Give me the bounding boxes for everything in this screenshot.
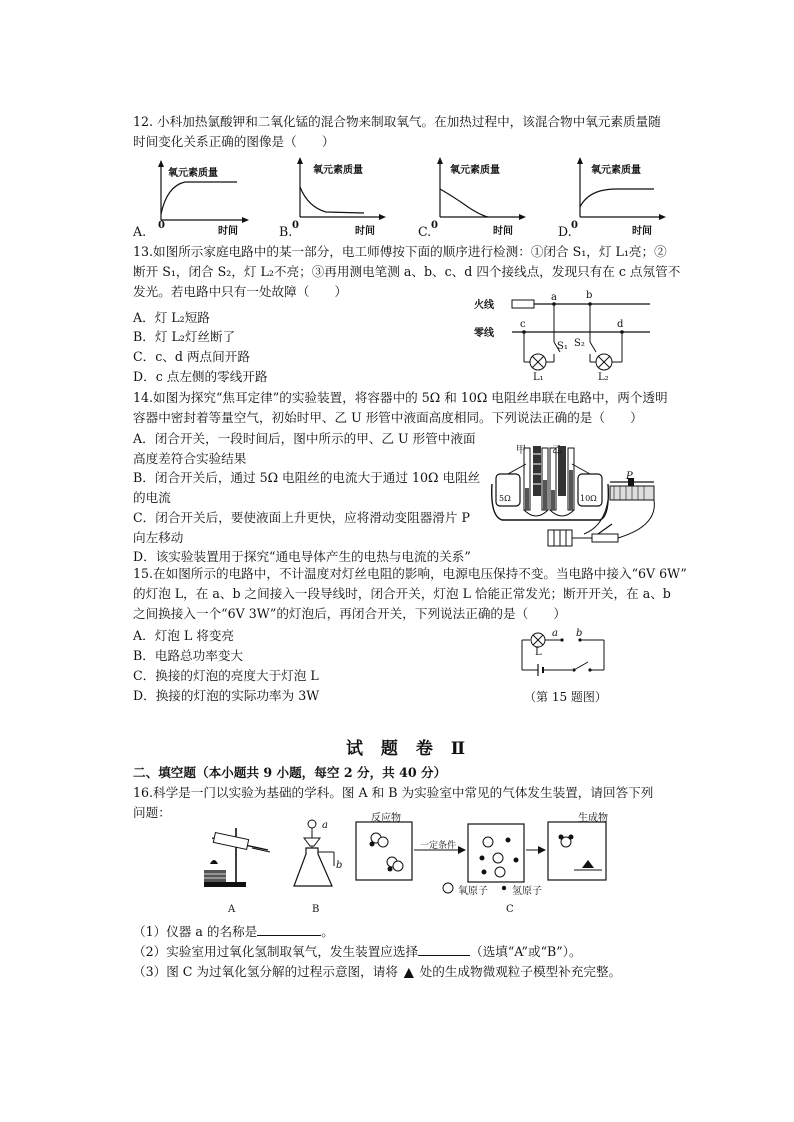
q12-b-ylabel: 氧元素质量 bbox=[313, 165, 363, 176]
q14-joule-apparatus-figure bbox=[488, 440, 660, 552]
q15-option-c: C．换接的灯泡的亮度大于灯泡 L bbox=[133, 668, 319, 683]
q14-option-b-1: B．闭合开关后，通过 5Ω 电阻丝的电流大于通过 10Ω 电阻丝 bbox=[133, 470, 481, 485]
q14-line2: 容器中密封着等量空气，初始时甲、乙 U 形管中液面高度相同。下列说法正确的是（ ） bbox=[133, 410, 643, 425]
q14-slider-p-label: P bbox=[626, 471, 633, 482]
q16-sub2-suffix: （选填“A”或“B”）。 bbox=[470, 944, 582, 959]
q12-line2: 时间变化关系正确的图像是（ ） bbox=[133, 134, 335, 149]
q14-r2-label: 10Ω bbox=[580, 494, 597, 503]
q15-figure-caption: （第 15 题图） bbox=[524, 690, 607, 704]
q15-point-b: b bbox=[576, 628, 583, 639]
q15-option-d: D．换接的灯泡的实际功率为 3W bbox=[133, 688, 320, 703]
q12-c-option: C. bbox=[418, 224, 432, 239]
q13-option-c: C．c、d 两点间开路 bbox=[133, 349, 250, 364]
q14-option-a-1: A．闭合开关，一段时间后，图中所示的甲、乙 U 形管中液面 bbox=[133, 431, 476, 446]
q12-a-origin: 0 bbox=[158, 220, 165, 231]
q14-apparatus-svg bbox=[488, 440, 660, 552]
q16-fig-c-label: C bbox=[506, 904, 514, 915]
section-title: 试 题 卷 Ⅱ bbox=[346, 739, 472, 759]
q15-circuit-figure bbox=[516, 626, 616, 682]
q13-option-b: B．灯 L₂灯丝断了 bbox=[133, 329, 236, 344]
q13-circuit-figure bbox=[472, 292, 652, 384]
q16-line2: 问题： bbox=[133, 805, 171, 820]
q16-fig-a-label: A bbox=[228, 904, 236, 915]
q14-option-c-1: C．闭合开关后，要使液面上升更快，应将滑动变阻器滑片 P bbox=[133, 510, 470, 525]
q16-sub3-triangle-mark: ▲ bbox=[403, 964, 414, 979]
q14-jia-label: 甲 bbox=[516, 445, 526, 456]
q13-option-a: A．灯 L₂短路 bbox=[133, 310, 210, 325]
q16-sub2-answer-blank[interactable] bbox=[418, 945, 470, 956]
q16-sub3-suffix: 处的生成物微观粒子模型补充完整。 bbox=[419, 964, 622, 979]
q14-option-b-2: 的电流 bbox=[133, 490, 171, 505]
q15-option-a: A．灯泡 L 将变亮 bbox=[133, 628, 235, 643]
q13-neutral-label: 零线 bbox=[474, 328, 494, 339]
q15-circuit-svg bbox=[516, 626, 616, 682]
q16-sub2-prefix: （2）实验室用过氧化氢制取氧气，发生装置应选择 bbox=[133, 944, 419, 959]
q14-yi-label: 乙 bbox=[552, 445, 562, 456]
q16-sub1 bbox=[133, 924, 334, 940]
q12-c-xlabel: 时间 bbox=[493, 226, 513, 237]
q16-fig-b-label: B bbox=[312, 904, 320, 915]
q12-c-origin: 0 bbox=[431, 220, 438, 231]
q12-b-xlabel: 时间 bbox=[355, 226, 375, 237]
q12-d-xlabel: 时间 bbox=[632, 226, 652, 237]
q12-a-option: A. bbox=[133, 224, 147, 239]
q12-line1: 12. 小科加热氯酸钾和二氧化锰的混合物来制取氧气。在加热过程中，该混合物中氧元素质量随 bbox=[133, 114, 661, 129]
q13-l1-label: L₁ bbox=[533, 372, 544, 383]
q12-a-ylabel: 氧元素质量 bbox=[168, 168, 218, 179]
q12-b-option: B. bbox=[279, 224, 293, 239]
q16-apparatus-a-figure bbox=[196, 820, 276, 890]
q14-option-d: D．该实验装置用于探究“通电导体产生的电热与电流的关系” bbox=[133, 549, 471, 564]
q13-l2-label: L₂ bbox=[598, 372, 609, 383]
q16-line1: 16.科学是一门以实验为基础的学科。图 A 和 B 为实验室中常见的气体发生装置，请回答下列 bbox=[133, 785, 654, 800]
q13-point-b: b bbox=[586, 290, 593, 301]
q16-legend-oxygen: 氧原子 bbox=[458, 886, 488, 897]
q16-apparatus-a-svg bbox=[196, 820, 276, 890]
q15-point-a: a bbox=[552, 628, 558, 639]
q13-line1: 13.如图所示家庭电路中的某一部分，电工师傅按下面的顺序进行检测：①闭合 S₁，灯 L₁亮；② bbox=[133, 244, 667, 259]
q14-r1-label: 5Ω bbox=[499, 494, 511, 503]
q13-point-c: c bbox=[520, 319, 526, 330]
q13-option-d: D．c 点左侧的零线开路 bbox=[133, 369, 268, 384]
q14-line1: 14.如图为探究“焦耳定律”的实验装置，将容器中的 5Ω 和 10Ω 电阻丝串联在电路中，两个透明 bbox=[133, 390, 668, 405]
q15-lamp-label: L bbox=[535, 647, 542, 658]
q13-point-a: a bbox=[551, 292, 557, 303]
q12-a-xlabel: 时间 bbox=[218, 226, 238, 237]
q16-sub1-answer-blank[interactable] bbox=[257, 925, 321, 936]
q16-legend-hydrogen: 氢原子 bbox=[512, 886, 542, 897]
q13-s1-label: S₁ bbox=[557, 341, 568, 352]
q13-line2: 断开 S₁，闭合 S₂，灯 L₂不亮；③再用测电笔测 a、b、c、d 四个接线点，发现只有在 c 点氖管不 bbox=[133, 264, 681, 279]
q12-d-ylabel: 氧元素质量 bbox=[591, 165, 641, 176]
q15-line3: 之间换接入一个“6V 3W”的灯泡后，再闭合开关，下列说法正确的是（ ） bbox=[133, 606, 566, 621]
q13-line3: 发光。若电路中只有一处故障（ ） bbox=[133, 284, 348, 299]
q12-d-option: D. bbox=[558, 224, 572, 239]
q14-option-a-2: 高度差符合实验结果 bbox=[133, 451, 247, 466]
q15-line2: 的灯泡 L，在 a、b 之间接入一段导线时，闭合开关，灯泡 L 恰能正常发光；断开开关，在 a、b bbox=[133, 586, 671, 601]
q12-b-origin: 0 bbox=[292, 220, 299, 231]
q16-condition-label: 一定条件 bbox=[420, 841, 457, 851]
q16-sub3-prefix: （3）图 C 为过氧化氢分解的过程示意图，请将 bbox=[133, 964, 398, 979]
q16-sub3 bbox=[133, 964, 621, 980]
q12-d-origin: 0 bbox=[571, 220, 578, 231]
q16-product-label: 生成物 bbox=[578, 813, 608, 824]
q13-s2-label: S₂ bbox=[574, 338, 585, 349]
q16-sub2 bbox=[133, 944, 582, 960]
q12-c-ylabel: 氧元素质量 bbox=[450, 165, 500, 176]
q15-option-b: B．电路总功率变大 bbox=[133, 648, 244, 663]
q16-reactant-label: 反应物 bbox=[371, 813, 401, 824]
q13-live-label: 火线 bbox=[474, 300, 494, 311]
q16-sub1-prefix: （1）仪器 a 的名称是 bbox=[133, 924, 258, 939]
q15-line1: 15.在如图所示的电路中，不计温度对灯丝电阻的影响，电源电压保持不变。当电路中接入“6V 6W” bbox=[133, 566, 687, 581]
q16-mark-a: a bbox=[322, 820, 328, 831]
q14-option-c-2: 向左移动 bbox=[133, 530, 184, 545]
q16-sub1-suffix: 。 bbox=[321, 924, 334, 939]
q13-circuit-svg bbox=[472, 292, 652, 384]
q16-mark-b: b bbox=[336, 860, 343, 871]
q13-point-d: d bbox=[617, 319, 624, 330]
part2-heading: 二、填空题（本小题共 9 小题，每空 2 分，共 40 分） bbox=[133, 765, 447, 780]
